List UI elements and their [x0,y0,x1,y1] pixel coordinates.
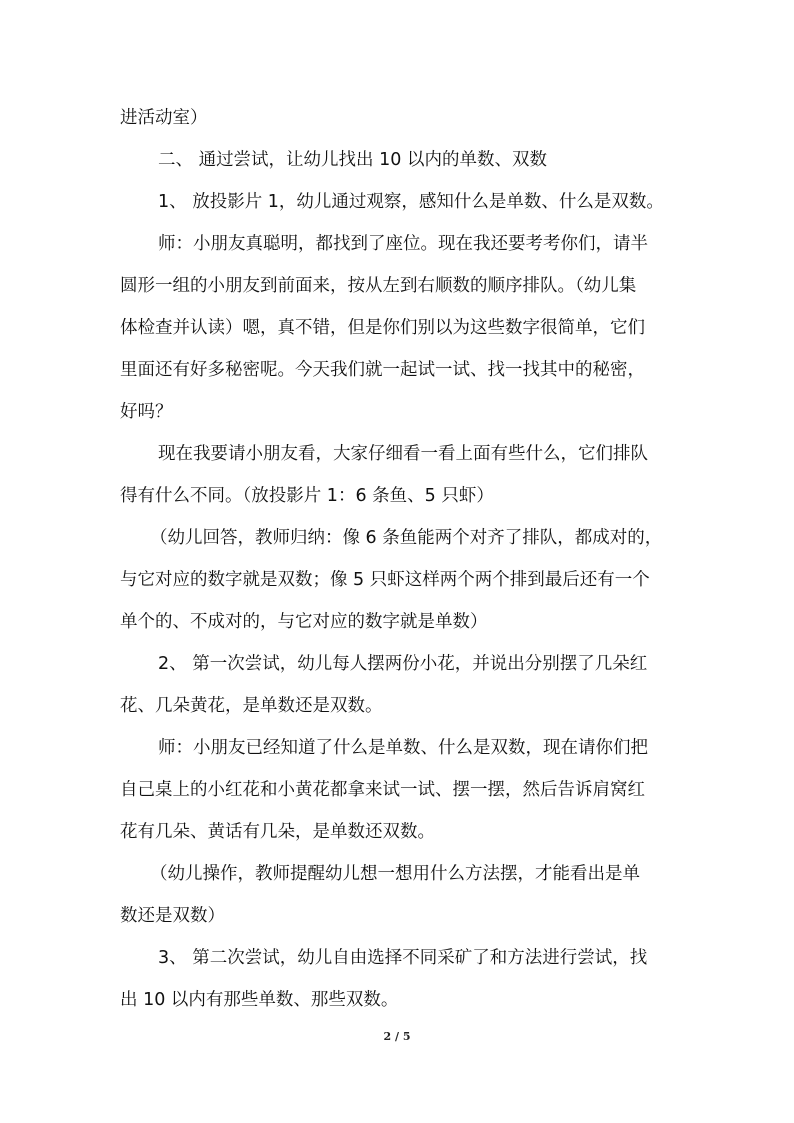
text-line: 师：小朋友真聪明，都找到了座位。现在我还要考考你们，请半 [158,234,648,254]
text-line: 好吗？ [120,402,173,422]
text-line: 自己桌上的小红花和小黄花都拿来试一试、摆一摆，然后告诉肩窝红 [120,780,645,800]
text-line: 进活动室） [120,108,208,128]
text-line: 现在我要请小朋友看，大家仔细看一看上面有些什么，它们排队 [158,444,648,464]
text-line: 圆形一组的小朋友到前面来，按从左到右顺数的顺序排队。（幼儿集 [120,276,637,296]
page-number: 2 / 5 [383,1030,411,1043]
text-line: 单个的、不成对的，与它对应的数字就是单数） [120,612,488,632]
text-line: 与它对应的数字就是双数；像 5 只虾这样两个两个排到最后还有一个 [120,570,650,590]
step-heading: 2、 第一次尝试，幼儿每人摆两份小花，并说出分别摆了几朵红 [158,654,648,674]
text-line: 花有几朵、黄话有几朵，是单数还双数。 [120,822,435,842]
text-line: 体检查并认读）嗯，真不错，但是你们别以为这些数字很简单，它们 [120,318,645,338]
text-line: 数还是双数） [120,906,225,926]
text-line: （幼儿回答，教师归纳：像 6 条鱼能两个对齐了排队，都成对的， [150,528,663,548]
step-heading: 1、 放投影片 1，幼儿通过观察，感知什么是单数、什么是双数。 [158,192,664,212]
text-line: 得有什么不同。（放投影片 1：6 条鱼、5 只虾） [120,486,494,506]
text-line: 花、几朵黄花，是单数还是双数。 [120,696,383,716]
text-line: 出 10 以内有那些单数、那些双数。 [120,990,399,1010]
text-line: 师：小朋友已经知道了什么是单数、什么是双数，现在请你们把 [158,738,648,758]
text-line: 里面还有好多秘密呢。今天我们就一起试一试、找一找其中的秘密， [120,360,645,380]
text-line: （幼儿操作，教师提醒幼儿想一想用什么方法摆，才能看出是单 [150,864,640,884]
step-heading: 3、 第二次尝试，幼儿自由选择不同采矿了和方法进行尝试，找 [158,948,648,968]
section-heading: 二、 通过尝试，让幼儿找出 10 以内的单数、双数 [158,150,547,170]
